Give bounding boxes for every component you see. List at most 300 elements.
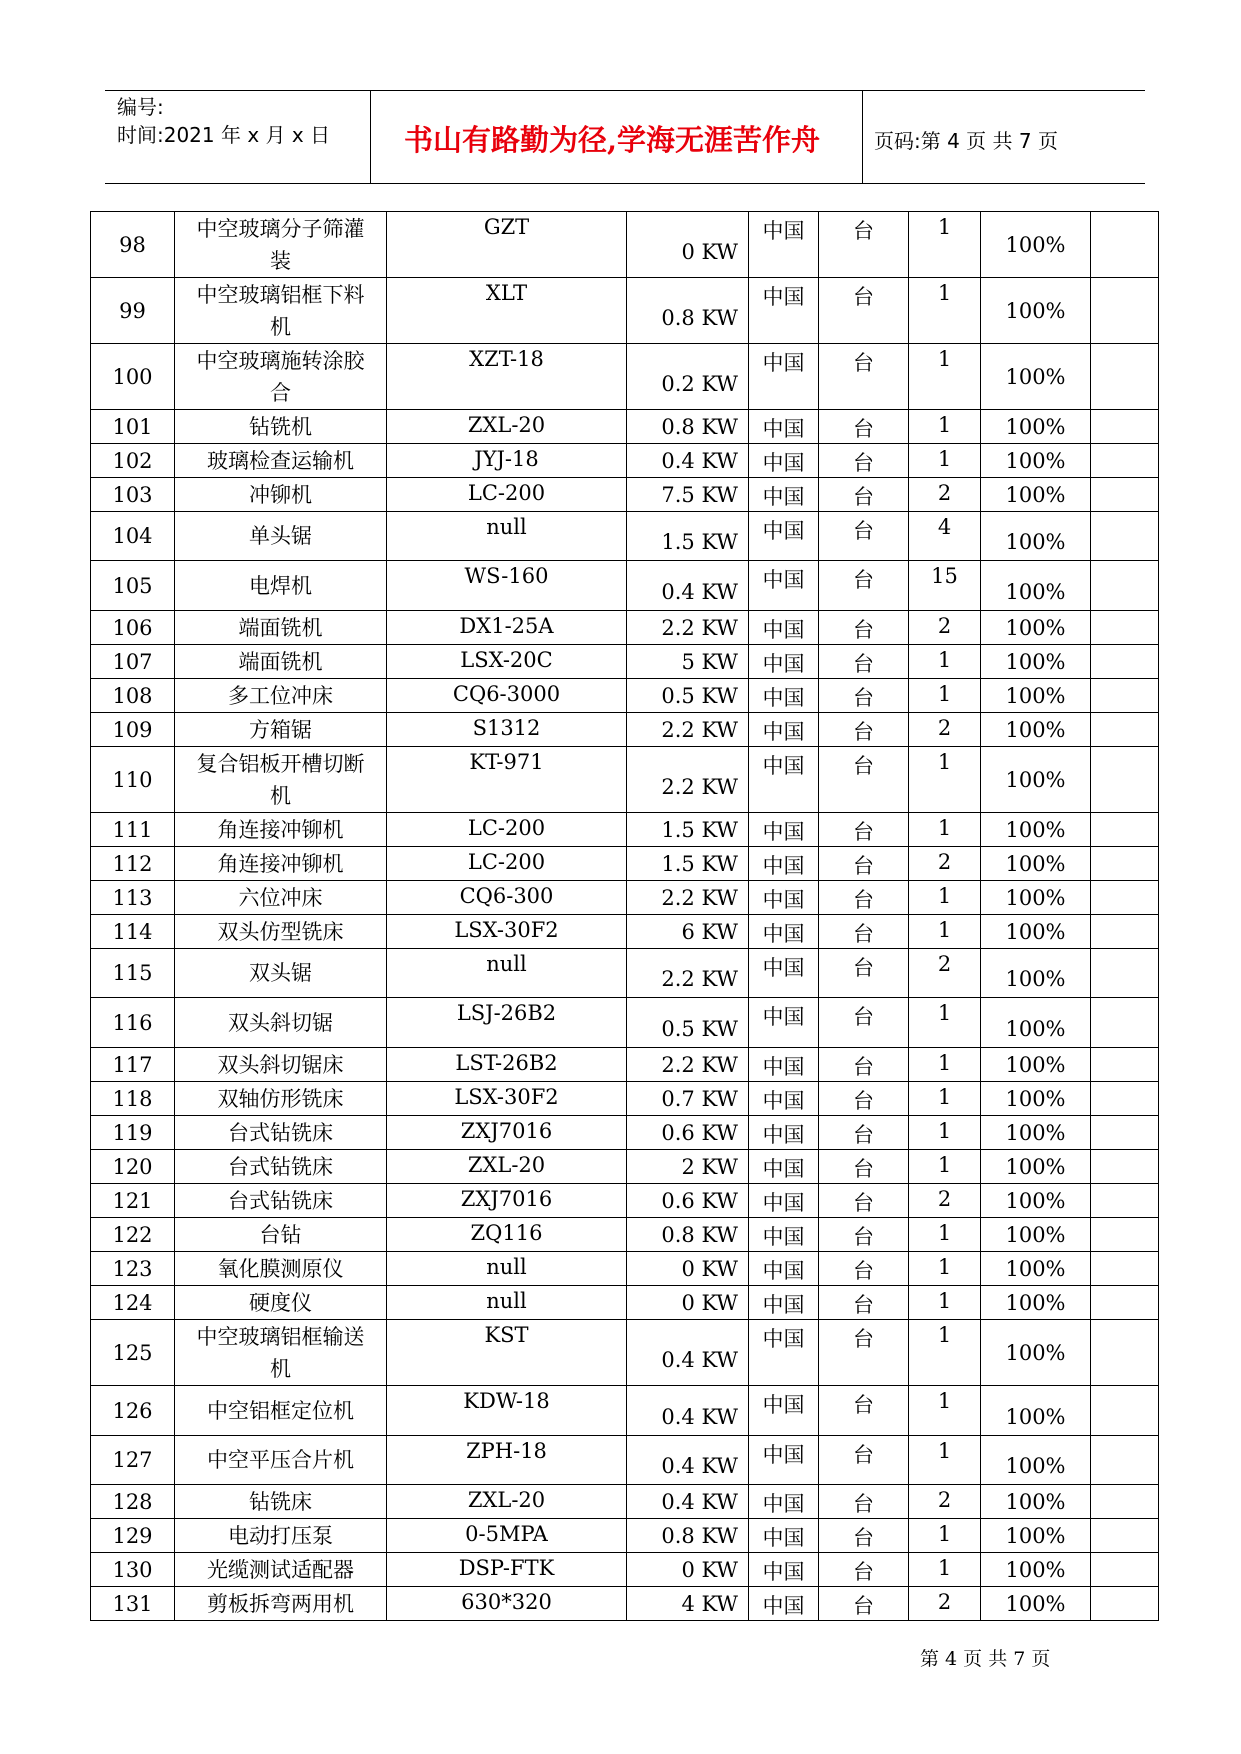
cell-rate: 100% [981,1320,1091,1386]
table-row [91,881,1159,915]
cell-name: 台钻 [175,1218,387,1252]
cell-rate: 100% [981,1116,1091,1150]
table-row [91,1485,1159,1519]
cell-origin: 中国 [749,1553,819,1587]
cell-model: LSX-30F2 [387,1082,627,1116]
cell-model: LC-200 [387,847,627,881]
cell-rate: 100% [981,212,1091,278]
cell-no: 123 [91,1252,175,1286]
table-row [91,813,1159,847]
cell-qty: 2 [909,478,981,512]
cell-qty: 1 [909,998,981,1048]
cell-unit: 台 [819,1116,909,1150]
cell-unit: 台 [819,1485,909,1519]
cell-rate: 100% [981,344,1091,410]
table-row [91,713,1159,747]
cell-no: 102 [91,444,175,478]
cell-name: 双头斜切锯 [175,998,387,1048]
cell-remark [1091,1252,1159,1286]
cell-rate: 100% [981,1519,1091,1553]
cell-remark [1091,713,1159,747]
cell-origin: 中国 [749,747,819,813]
cell-remark [1091,1150,1159,1184]
cell-no: 127 [91,1436,175,1485]
cell-power: 0.4 KW [627,444,749,478]
cell-name: 电动打压泵 [175,1519,387,1553]
cell-unit: 台 [819,881,909,915]
cell-no: 108 [91,679,175,713]
cell-origin: 中国 [749,1184,819,1218]
cell-unit: 台 [819,1218,909,1252]
cell-no: 129 [91,1519,175,1553]
cell-qty: 1 [909,1252,981,1286]
cell-no: 117 [91,1048,175,1082]
cell-power: 2 KW [627,1150,749,1184]
cell-model: DX1-25A [387,611,627,645]
cell-remark [1091,1386,1159,1436]
cell-model: ZXL-20 [387,1485,627,1519]
table-row [91,998,1159,1048]
cell-qty: 15 [909,561,981,611]
cell-power: 0.4 KW [627,1386,749,1436]
cell-power: 0.4 KW [627,561,749,611]
cell-power: 0 KW [627,1286,749,1320]
cell-model: ZXJ7016 [387,1116,627,1150]
cell-rate: 100% [981,949,1091,998]
cell-origin: 中国 [749,679,819,713]
cell-remark [1091,512,1159,561]
cell-origin: 中国 [749,1587,819,1621]
cell-model: XZT-18 [387,344,627,410]
cell-name: 双头斜切锯床 [175,1048,387,1082]
cell-model: 0-5MPA [387,1519,627,1553]
cell-qty: 1 [909,1082,981,1116]
cell-name: 角连接冲铆机 [175,813,387,847]
footer-page-number: 第 4 页 共 7 页 [920,1648,1051,1670]
cell-qty: 2 [909,1184,981,1218]
table-row [91,1252,1159,1286]
cell-no: 103 [91,478,175,512]
table-row [91,747,1159,813]
cell-remark [1091,998,1159,1048]
cell-power: 2.2 KW [627,747,749,813]
cell-rate: 100% [981,1436,1091,1485]
cell-origin: 中国 [749,1386,819,1436]
cell-model: ZXJ7016 [387,1184,627,1218]
cell-qty: 1 [909,915,981,949]
cell-no: 111 [91,813,175,847]
cell-unit: 台 [819,679,909,713]
cell-origin: 中国 [749,1519,819,1553]
cell-qty: 1 [909,1150,981,1184]
cell-rate: 100% [981,1218,1091,1252]
cell-name: 多工位冲床 [175,679,387,713]
cell-no: 122 [91,1218,175,1252]
cell-unit: 台 [819,1082,909,1116]
cell-qty: 1 [909,1286,981,1320]
cell-remark [1091,1218,1159,1252]
cell-unit: 台 [819,561,909,611]
cell-remark [1091,444,1159,478]
table-row [91,478,1159,512]
cell-rate: 100% [981,561,1091,611]
cell-unit: 台 [819,1150,909,1184]
cell-unit: 台 [819,813,909,847]
cell-model: null [387,1286,627,1320]
cell-power: 0.4 KW [627,1436,749,1485]
cell-origin: 中国 [749,278,819,344]
cell-model: XLT [387,278,627,344]
equipment-table-body [91,212,1159,1621]
cell-remark [1091,1116,1159,1150]
table-row [91,212,1159,278]
cell-rate: 100% [981,478,1091,512]
cell-model: ZQ116 [387,1218,627,1252]
cell-name: 双轴仿形铣床 [175,1082,387,1116]
cell-no: 131 [91,1587,175,1621]
cell-qty: 1 [909,344,981,410]
cell-remark [1091,1587,1159,1621]
cell-remark [1091,679,1159,713]
cell-rate: 100% [981,1252,1091,1286]
cell-no: 104 [91,512,175,561]
cell-power: 0.4 KW [627,1485,749,1519]
cell-origin: 中国 [749,1116,819,1150]
table-row [91,1048,1159,1082]
cell-name: 中空玻璃分子筛灌装 [175,212,387,278]
cell-origin: 中国 [749,611,819,645]
cell-name: 复合铝板开槽切断机 [175,747,387,813]
cell-model: ZXL-20 [387,1150,627,1184]
table-row [91,1320,1159,1386]
cell-unit: 台 [819,847,909,881]
cell-power: 5 KW [627,645,749,679]
cell-qty: 2 [909,1587,981,1621]
table-row [91,1184,1159,1218]
cell-name: 台式钻铣床 [175,1116,387,1150]
cell-origin: 中国 [749,881,819,915]
cell-power: 1.5 KW [627,813,749,847]
cell-qty: 1 [909,813,981,847]
cell-rate: 100% [981,915,1091,949]
cell-origin: 中国 [749,1436,819,1485]
cell-qty: 1 [909,410,981,444]
cell-qty: 1 [909,1116,981,1150]
cell-unit: 台 [819,1519,909,1553]
cell-name: 台式钻铣床 [175,1184,387,1218]
cell-rate: 100% [981,747,1091,813]
cell-name: 硬度仪 [175,1286,387,1320]
cell-model: KT-971 [387,747,627,813]
cell-rate: 100% [981,1082,1091,1116]
cell-unit: 台 [819,915,909,949]
cell-qty: 1 [909,1386,981,1436]
cell-power: 0.5 KW [627,998,749,1048]
cell-name: 冲铆机 [175,478,387,512]
cell-unit: 台 [819,410,909,444]
cell-power: 0 KW [627,1252,749,1286]
cell-name: 方箱锯 [175,713,387,747]
cell-power: 2.2 KW [627,949,749,998]
table-row [91,1519,1159,1553]
cell-model: S1312 [387,713,627,747]
cell-origin: 中国 [749,949,819,998]
cell-no: 115 [91,949,175,998]
cell-model: ZPH-18 [387,1436,627,1485]
time-label: 时间:2021 年 x 月 x 日 [117,123,331,147]
cell-remark [1091,813,1159,847]
table-row [91,512,1159,561]
cell-no: 98 [91,212,175,278]
header-bottom-rule [105,183,1145,184]
cell-qty: 1 [909,1519,981,1553]
cell-unit: 台 [819,1553,909,1587]
cell-qty: 2 [909,949,981,998]
table-row [91,561,1159,611]
cell-no: 109 [91,713,175,747]
cell-qty: 1 [909,881,981,915]
cell-remark [1091,1048,1159,1082]
cell-model: DSP-FTK [387,1553,627,1587]
cell-model: WS-160 [387,561,627,611]
table-row [91,1218,1159,1252]
cell-qty: 1 [909,645,981,679]
cell-model: LSX-20C [387,645,627,679]
table-row [91,1082,1159,1116]
cell-no: 100 [91,344,175,410]
cell-remark [1091,747,1159,813]
cell-origin: 中国 [749,512,819,561]
header-divider-right [862,91,863,183]
cell-model: LC-200 [387,478,627,512]
cell-origin: 中国 [749,561,819,611]
cell-model: LC-200 [387,813,627,847]
cell-no: 128 [91,1485,175,1519]
cell-origin: 中国 [749,1082,819,1116]
cell-name: 剪板拆弯两用机 [175,1587,387,1621]
cell-name: 氧化膜测原仪 [175,1252,387,1286]
table-row [91,1436,1159,1485]
cell-rate: 100% [981,1184,1091,1218]
cell-power: 2.2 KW [627,611,749,645]
cell-origin: 中国 [749,344,819,410]
cell-origin: 中国 [749,847,819,881]
cell-unit: 台 [819,713,909,747]
cell-power: 2.2 KW [627,881,749,915]
header-top-rule [105,90,1145,91]
cell-unit: 台 [819,1587,909,1621]
cell-unit: 台 [819,212,909,278]
table-row [91,1286,1159,1320]
cell-name: 双头仿型铣床 [175,915,387,949]
cell-qty: 2 [909,713,981,747]
cell-rate: 100% [981,1048,1091,1082]
cell-no: 101 [91,410,175,444]
cell-qty: 2 [909,1485,981,1519]
cell-qty: 1 [909,679,981,713]
cell-qty: 1 [909,444,981,478]
cell-remark [1091,1553,1159,1587]
cell-power: 4 KW [627,1587,749,1621]
cell-rate: 100% [981,444,1091,478]
table-row [91,679,1159,713]
header-meta [117,93,330,149]
cell-name: 玻璃检查运输机 [175,444,387,478]
cell-model: null [387,512,627,561]
cell-unit: 台 [819,1320,909,1386]
cell-unit: 台 [819,747,909,813]
cell-power: 0.6 KW [627,1116,749,1150]
cell-rate: 100% [981,410,1091,444]
cell-name: 中空平压合片机 [175,1436,387,1485]
cell-remark [1091,915,1159,949]
cell-origin: 中国 [749,1218,819,1252]
table-row [91,847,1159,881]
cell-model: null [387,949,627,998]
cell-unit: 台 [819,512,909,561]
cell-power: 7.5 KW [627,478,749,512]
table-row [91,611,1159,645]
cell-power: 0.8 KW [627,278,749,344]
cell-qty: 2 [909,611,981,645]
cell-power: 0.8 KW [627,1218,749,1252]
cell-name: 六位冲床 [175,881,387,915]
cell-name: 光缆测试适配器 [175,1553,387,1587]
cell-origin: 中国 [749,1286,819,1320]
cell-origin: 中国 [749,410,819,444]
cell-origin: 中国 [749,998,819,1048]
cell-origin: 中国 [749,444,819,478]
cell-no: 116 [91,998,175,1048]
cell-no: 107 [91,645,175,679]
cell-name: 中空铝框定位机 [175,1386,387,1436]
cell-name: 端面铣机 [175,611,387,645]
cell-remark [1091,1485,1159,1519]
cell-origin: 中国 [749,813,819,847]
cell-model: LSX-30F2 [387,915,627,949]
cell-origin: 中国 [749,1048,819,1082]
cell-name: 角连接冲铆机 [175,847,387,881]
cell-name: 端面铣机 [175,645,387,679]
cell-remark [1091,847,1159,881]
cell-remark [1091,1082,1159,1116]
cell-origin: 中国 [749,645,819,679]
cell-no: 113 [91,881,175,915]
cell-no: 126 [91,1386,175,1436]
cell-no: 130 [91,1553,175,1587]
cell-rate: 100% [981,1386,1091,1436]
cell-remark [1091,1286,1159,1320]
cell-no: 110 [91,747,175,813]
cell-origin: 中国 [749,915,819,949]
cell-rate: 100% [981,1553,1091,1587]
serial-label: 编号: [117,95,164,119]
table-row [91,278,1159,344]
cell-power: 0 KW [627,1553,749,1587]
cell-qty: 1 [909,1048,981,1082]
cell-model: GZT [387,212,627,278]
cell-name: 钻铣床 [175,1485,387,1519]
cell-unit: 台 [819,645,909,679]
cell-rate: 100% [981,1286,1091,1320]
cell-name: 单头锯 [175,512,387,561]
cell-unit: 台 [819,344,909,410]
cell-rate: 100% [981,847,1091,881]
cell-unit: 台 [819,1436,909,1485]
cell-model: CQ6-3000 [387,679,627,713]
cell-unit: 台 [819,478,909,512]
cell-unit: 台 [819,1048,909,1082]
cell-qty: 1 [909,278,981,344]
cell-rate: 100% [981,679,1091,713]
cell-rate: 100% [981,881,1091,915]
header-page-label: 页码:第 4 页 共 7 页 [874,129,1058,153]
cell-no: 114 [91,915,175,949]
cell-no: 121 [91,1184,175,1218]
cell-model: ZXL-20 [387,410,627,444]
table-row [91,645,1159,679]
cell-origin: 中国 [749,1252,819,1286]
cell-model: LST-26B2 [387,1048,627,1082]
cell-remark [1091,881,1159,915]
cell-unit: 台 [819,1286,909,1320]
cell-power: 1.5 KW [627,847,749,881]
cell-unit: 台 [819,611,909,645]
cell-rate: 100% [981,278,1091,344]
cell-remark [1091,645,1159,679]
cell-name: 中空玻璃施转涂胶合 [175,344,387,410]
cell-rate: 100% [981,1485,1091,1519]
cell-no: 112 [91,847,175,881]
table-row [91,1150,1159,1184]
table-row [91,1587,1159,1621]
cell-unit: 台 [819,444,909,478]
cell-name: 台式钻铣床 [175,1150,387,1184]
cell-no: 120 [91,1150,175,1184]
cell-remark [1091,561,1159,611]
cell-remark [1091,410,1159,444]
cell-qty: 1 [909,747,981,813]
cell-origin: 中国 [749,478,819,512]
cell-origin: 中国 [749,1485,819,1519]
cell-remark [1091,344,1159,410]
cell-qty: 4 [909,512,981,561]
cell-qty: 2 [909,847,981,881]
table-row [91,344,1159,410]
cell-rate: 100% [981,512,1091,561]
table-row [91,1386,1159,1436]
cell-remark [1091,611,1159,645]
cell-remark [1091,949,1159,998]
cell-power: 0.7 KW [627,1082,749,1116]
table-row [91,949,1159,998]
cell-power: 0 KW [627,212,749,278]
table-row [91,1553,1159,1587]
cell-remark [1091,278,1159,344]
cell-qty: 1 [909,212,981,278]
cell-rate: 100% [981,645,1091,679]
cell-rate: 100% [981,998,1091,1048]
cell-power: 2.2 KW [627,1048,749,1082]
equipment-table [90,211,1159,1621]
cell-qty: 1 [909,1320,981,1386]
cell-power: 0.5 KW [627,679,749,713]
cell-model: LSJ-26B2 [387,998,627,1048]
cell-remark [1091,1436,1159,1485]
header-motto: 书山有路勤为径,学海无涯苦作舟 [403,123,821,157]
table-row [91,444,1159,478]
cell-unit: 台 [819,278,909,344]
